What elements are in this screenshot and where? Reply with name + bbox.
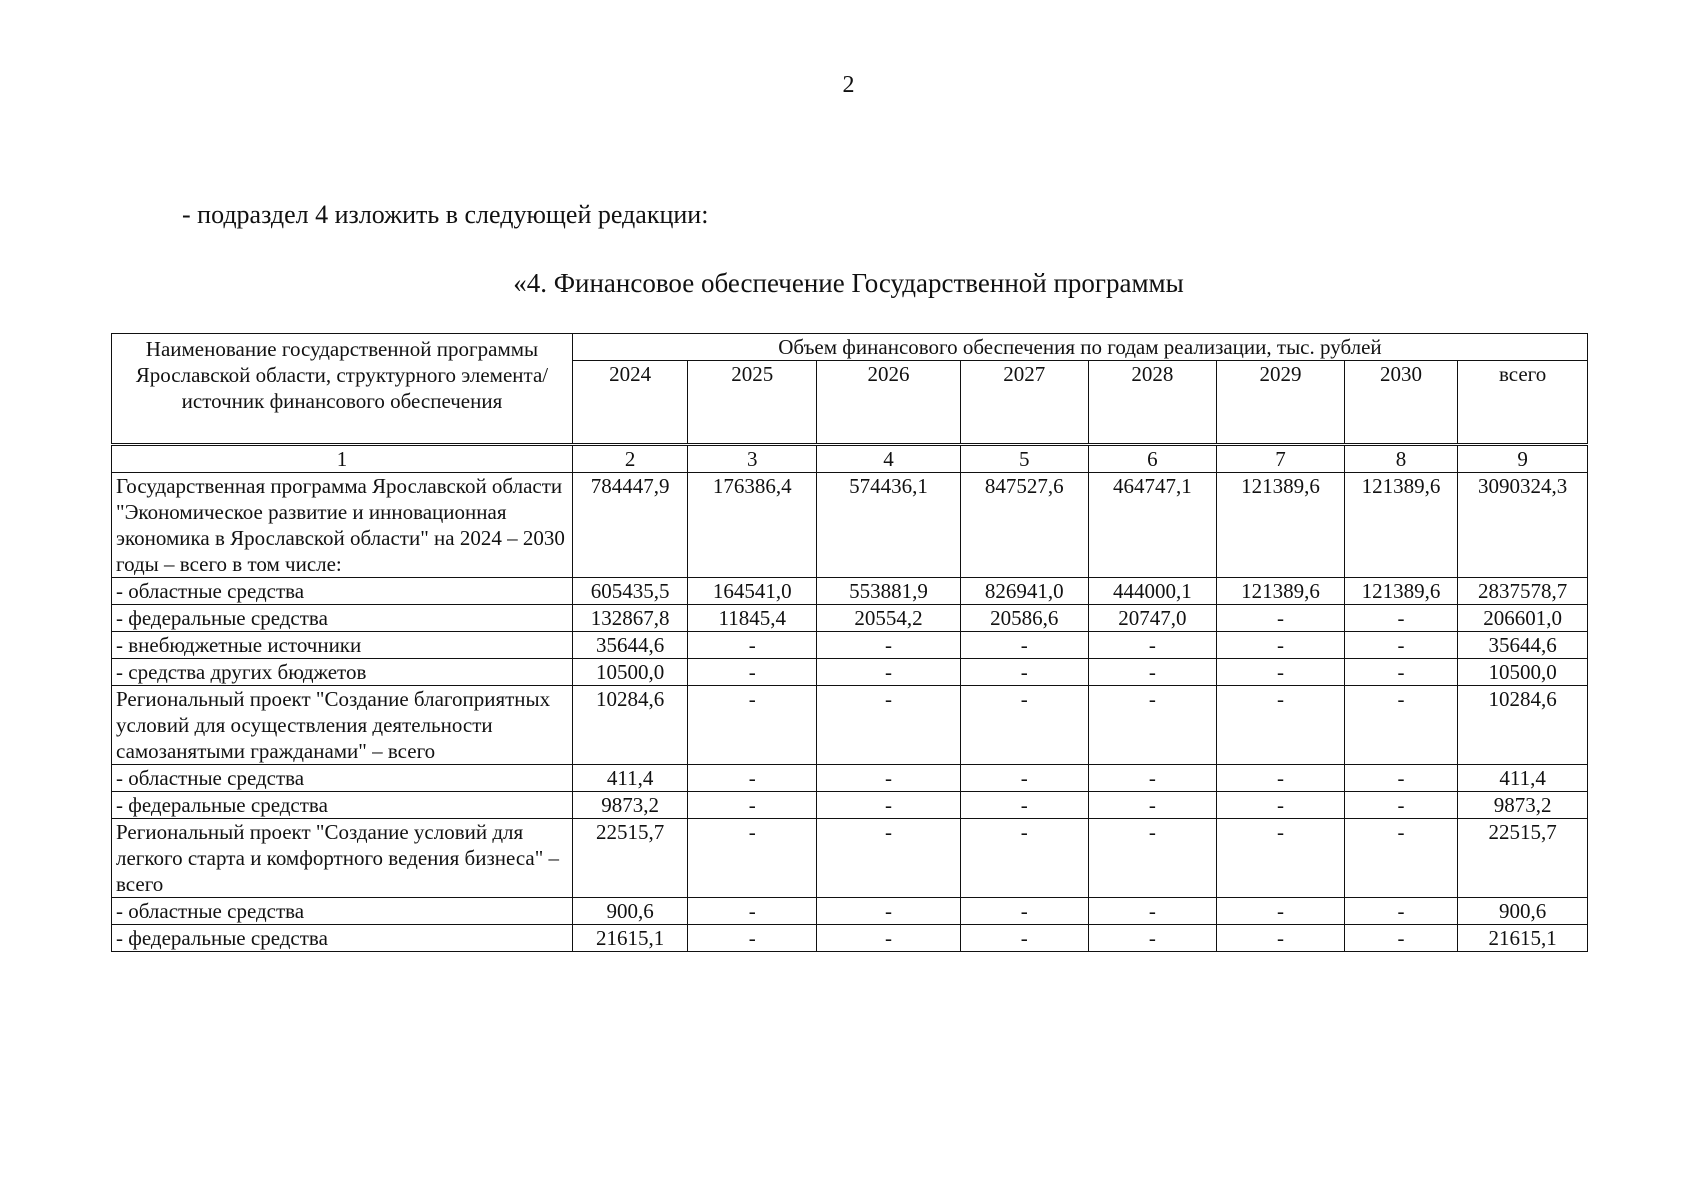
value-cell: - bbox=[1344, 925, 1457, 952]
value-cell: 22515,7 bbox=[572, 819, 687, 898]
value-cell: - bbox=[1344, 605, 1457, 632]
row-name: Региональный проект "Создание благоприятных условий для осуществления деятельности самозанятыми гражданами" – всего bbox=[112, 686, 573, 765]
value-cell: 121389,6 bbox=[1344, 578, 1457, 605]
row-name: - федеральные средства bbox=[112, 792, 573, 819]
column-number: 5 bbox=[960, 445, 1088, 473]
row-name: - средства других бюджетов bbox=[112, 659, 573, 686]
value-cell: - bbox=[817, 898, 961, 925]
value-cell: - bbox=[960, 686, 1088, 765]
value-cell: - bbox=[1217, 925, 1345, 952]
name-column-header: Наименование государственной программы Ярославской области, структурного элемента/ источник финансового обеспечения bbox=[112, 334, 573, 445]
value-cell: 132867,8 bbox=[572, 605, 687, 632]
value-cell: - bbox=[960, 792, 1088, 819]
value-cell: 411,4 bbox=[572, 765, 687, 792]
value-cell: - bbox=[817, 686, 961, 765]
year-header: 2027 bbox=[960, 361, 1088, 445]
row-name: Государственная программа Ярославской области "Экономическое развитие и инновационная экономика в Ярославской области" на 2024 – 2030 годы – всего в том числе: bbox=[112, 473, 573, 578]
row-name: - федеральные средства bbox=[112, 605, 573, 632]
value-cell: 2837578,7 bbox=[1458, 578, 1588, 605]
value-cell: - bbox=[688, 819, 817, 898]
value-cell: 605435,5 bbox=[572, 578, 687, 605]
year-header: 2029 bbox=[1217, 361, 1345, 445]
value-cell: 464747,1 bbox=[1088, 473, 1217, 578]
value-cell: - bbox=[1344, 659, 1457, 686]
page-number: 2 bbox=[842, 72, 855, 98]
table-row bbox=[112, 473, 1588, 578]
table-row bbox=[112, 605, 1588, 632]
value-cell: - bbox=[688, 765, 817, 792]
row-name: - областные средства bbox=[112, 765, 573, 792]
column-number: 6 bbox=[1088, 445, 1217, 473]
row-name: Региональный проект "Создание условий для легкого старта и комфортного ведения бизнеса" – всего bbox=[112, 819, 573, 898]
value-cell: 35644,6 bbox=[572, 632, 687, 659]
value-cell: - bbox=[1344, 686, 1457, 765]
table-row bbox=[112, 765, 1588, 792]
value-cell: - bbox=[817, 632, 961, 659]
value-cell: - bbox=[1088, 765, 1217, 792]
value-cell: - bbox=[1088, 632, 1217, 659]
value-cell: - bbox=[1217, 819, 1345, 898]
value-cell: - bbox=[817, 819, 961, 898]
value-cell: - bbox=[688, 792, 817, 819]
value-cell: - bbox=[688, 632, 817, 659]
value-cell: 10284,6 bbox=[572, 686, 687, 765]
value-cell: 444000,1 bbox=[1088, 578, 1217, 605]
value-cell: - bbox=[1088, 659, 1217, 686]
value-cell: - bbox=[817, 925, 961, 952]
value-cell: - bbox=[960, 819, 1088, 898]
year-header: всего bbox=[1458, 361, 1588, 445]
value-cell: - bbox=[1344, 898, 1457, 925]
value-cell: - bbox=[817, 792, 961, 819]
value-cell: - bbox=[1344, 765, 1457, 792]
value-cell: 574436,1 bbox=[817, 473, 961, 578]
column-number: 9 bbox=[1458, 445, 1588, 473]
value-cell: - bbox=[1217, 792, 1345, 819]
value-cell: - bbox=[1088, 819, 1217, 898]
value-cell: 20554,2 bbox=[817, 605, 961, 632]
column-number: 3 bbox=[688, 445, 817, 473]
value-cell: 206601,0 bbox=[1458, 605, 1588, 632]
value-cell: - bbox=[960, 632, 1088, 659]
section-title: «4. Финансовое обеспечение Государственной программы bbox=[513, 268, 1184, 298]
row-name: - федеральные средства bbox=[112, 925, 573, 952]
value-cell: - bbox=[1088, 686, 1217, 765]
value-cell: 9873,2 bbox=[572, 792, 687, 819]
value-cell: - bbox=[1217, 898, 1345, 925]
table-row bbox=[112, 898, 1588, 925]
financing-table bbox=[111, 333, 1588, 952]
row-name: - областные средства bbox=[112, 898, 573, 925]
value-cell: 20747,0 bbox=[1088, 605, 1217, 632]
table-row bbox=[112, 792, 1588, 819]
year-header: 2028 bbox=[1088, 361, 1217, 445]
table-row bbox=[112, 819, 1588, 898]
value-cell: - bbox=[1088, 792, 1217, 819]
table-row bbox=[112, 632, 1588, 659]
value-cell: - bbox=[688, 659, 817, 686]
value-cell: - bbox=[1217, 686, 1345, 765]
value-cell: 35644,6 bbox=[1458, 632, 1588, 659]
value-cell: - bbox=[1088, 925, 1217, 952]
value-cell: - bbox=[817, 659, 961, 686]
value-cell: - bbox=[1344, 632, 1457, 659]
value-cell: 121389,6 bbox=[1217, 578, 1345, 605]
value-cell: - bbox=[688, 898, 817, 925]
value-cell: - bbox=[960, 659, 1088, 686]
row-name: - внебюджетные источники bbox=[112, 632, 573, 659]
value-cell: - bbox=[960, 898, 1088, 925]
value-cell: 10284,6 bbox=[1458, 686, 1588, 765]
value-cell: 20586,6 bbox=[960, 605, 1088, 632]
value-cell: - bbox=[1344, 819, 1457, 898]
value-cell: 164541,0 bbox=[688, 578, 817, 605]
year-header: 2025 bbox=[688, 361, 817, 445]
value-cell: - bbox=[960, 765, 1088, 792]
funding-group-header: Объем финансового обеспечения по годам реализации, тыс. рублей bbox=[572, 334, 1587, 361]
value-cell: 900,6 bbox=[572, 898, 687, 925]
table-row bbox=[112, 686, 1588, 765]
value-cell: - bbox=[817, 765, 961, 792]
value-cell: 826941,0 bbox=[960, 578, 1088, 605]
column-number: 8 bbox=[1344, 445, 1457, 473]
value-cell: 121389,6 bbox=[1344, 473, 1457, 578]
value-cell: 9873,2 bbox=[1458, 792, 1588, 819]
value-cell: - bbox=[1217, 632, 1345, 659]
year-header: 2024 bbox=[572, 361, 687, 445]
value-cell: 10500,0 bbox=[1458, 659, 1588, 686]
value-cell: 553881,9 bbox=[817, 578, 961, 605]
value-cell: 11845,4 bbox=[688, 605, 817, 632]
value-cell: - bbox=[1217, 765, 1345, 792]
year-header: 2026 bbox=[817, 361, 961, 445]
value-cell: - bbox=[960, 925, 1088, 952]
column-number: 4 bbox=[817, 445, 961, 473]
value-cell: 21615,1 bbox=[1458, 925, 1588, 952]
value-cell: - bbox=[1217, 605, 1345, 632]
column-number-row bbox=[112, 445, 1588, 473]
value-cell: - bbox=[688, 686, 817, 765]
value-cell: - bbox=[1217, 659, 1345, 686]
value-cell: 121389,6 bbox=[1217, 473, 1345, 578]
column-number: 1 bbox=[112, 445, 573, 473]
value-cell: 900,6 bbox=[1458, 898, 1588, 925]
value-cell: - bbox=[1088, 898, 1217, 925]
value-cell: 22515,7 bbox=[1458, 819, 1588, 898]
table-row bbox=[112, 578, 1588, 605]
value-cell: - bbox=[688, 925, 817, 952]
value-cell: 10500,0 bbox=[572, 659, 687, 686]
column-number: 2 bbox=[572, 445, 687, 473]
row-name: - областные средства bbox=[112, 578, 573, 605]
value-cell: 784447,9 bbox=[572, 473, 687, 578]
value-cell: 176386,4 bbox=[688, 473, 817, 578]
intro-text: - подраздел 4 изложить в следующей редакции: bbox=[182, 200, 709, 229]
column-number: 7 bbox=[1217, 445, 1345, 473]
year-header: 2030 bbox=[1344, 361, 1457, 445]
value-cell: 411,4 bbox=[1458, 765, 1588, 792]
value-cell: - bbox=[1344, 792, 1457, 819]
table-row bbox=[112, 659, 1588, 686]
table-row bbox=[112, 925, 1588, 952]
value-cell: 3090324,3 bbox=[1458, 473, 1588, 578]
value-cell: 21615,1 bbox=[572, 925, 687, 952]
value-cell: 847527,6 bbox=[960, 473, 1088, 578]
